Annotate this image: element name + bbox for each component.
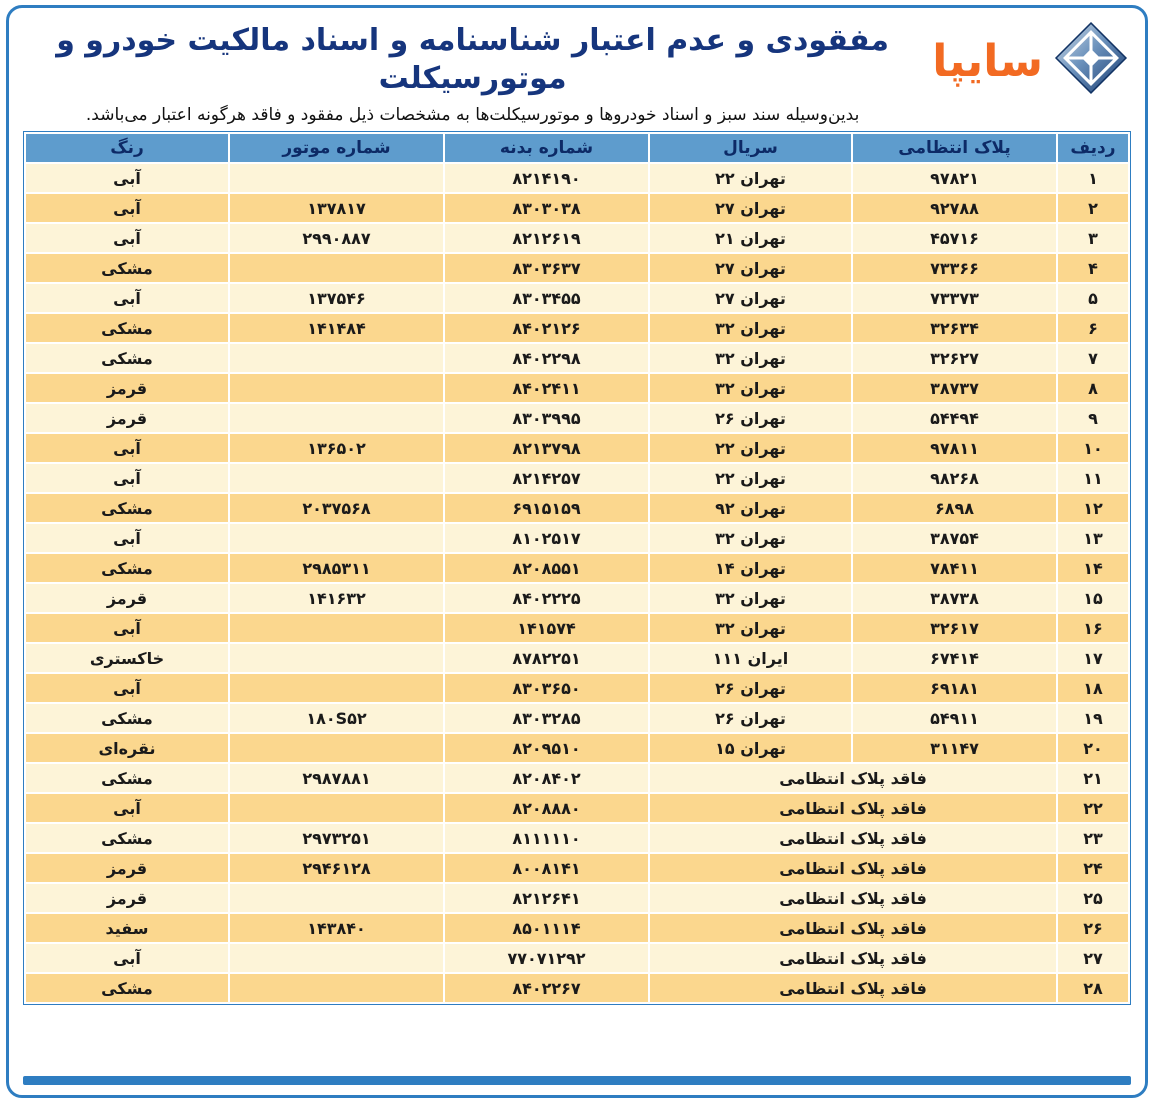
cell-row-number: ۸ xyxy=(1057,373,1129,403)
column-header-body-number: شماره بدنه xyxy=(444,133,649,163)
table-row xyxy=(25,223,1129,253)
cell-body-number: ۸۳۰۳۶۳۷ xyxy=(444,253,649,283)
cell-color: خاکستری xyxy=(25,643,229,673)
cell-body-number: ۱۴۱۵۷۴ xyxy=(444,613,649,643)
cell-plate: ۳۸۷۵۴ xyxy=(852,523,1057,553)
cell-body-number: ۸۲۱۲۶۴۱ xyxy=(444,883,649,913)
cell-engine-number: ۲۹۷۳۲۵۱ xyxy=(229,823,444,853)
cell-row-number: ۶ xyxy=(1057,313,1129,343)
cell-color: قرمز xyxy=(25,853,229,883)
cell-color: قرمز xyxy=(25,403,229,433)
cell-engine-number: ۲۹۹۰۸۸۷ xyxy=(229,223,444,253)
cell-color: سفید xyxy=(25,913,229,943)
cell-engine-number xyxy=(229,403,444,433)
cell-row-number: ۱۸ xyxy=(1057,673,1129,703)
table-row xyxy=(25,613,1129,643)
cell-row-number: ۲۶ xyxy=(1057,913,1129,943)
cell-body-number: ۸۲۰۹۵۱۰ xyxy=(444,733,649,763)
cell-body-number: ۷۷۰۷۱۲۹۲ xyxy=(444,943,649,973)
cell-color: نقره‌ای xyxy=(25,733,229,763)
cell-body-number: ۸۳۰۳۲۸۵ xyxy=(444,703,649,733)
cell-serial: تهران ۳۲ xyxy=(649,523,852,553)
vehicles-table xyxy=(24,132,1130,1004)
cell-body-number: ۸۲۱۲۶۱۹ xyxy=(444,223,649,253)
cell-engine-number: ۱۳۷۸۱۷ xyxy=(229,193,444,223)
column-header-engine-number: شماره موتور xyxy=(229,133,444,163)
table-row xyxy=(25,253,1129,283)
cell-color: آبی xyxy=(25,523,229,553)
cell-engine-number: ۱۳۷۵۴۶ xyxy=(229,283,444,313)
cell-no-plate: فاقد پلاک انتظامی xyxy=(649,883,1057,913)
cell-no-plate: فاقد پلاک انتظامی xyxy=(649,793,1057,823)
cell-body-number: ۸۳۰۳۴۵۵ xyxy=(444,283,649,313)
cell-plate: ۳۸۷۳۷ xyxy=(852,373,1057,403)
cell-body-number: ۸۵۰۱۱۱۴ xyxy=(444,913,649,943)
cell-engine-number xyxy=(229,343,444,373)
column-header-color: رنگ xyxy=(25,133,229,163)
table-row xyxy=(25,973,1129,1003)
cell-color: مشکی xyxy=(25,823,229,853)
cell-engine-number xyxy=(229,673,444,703)
cell-body-number: ۶۹۱۵۱۵۹ xyxy=(444,493,649,523)
cell-color: قرمز xyxy=(25,883,229,913)
cell-color: آبی xyxy=(25,463,229,493)
cell-row-number: ۲۰ xyxy=(1057,733,1129,763)
cell-no-plate: فاقد پلاک انتظامی xyxy=(649,973,1057,1003)
cell-row-number: ۲۷ xyxy=(1057,943,1129,973)
cell-color: قرمز xyxy=(25,373,229,403)
cell-engine-number xyxy=(229,523,444,553)
cell-color: مشکی xyxy=(25,343,229,373)
cell-serial: تهران ۹۲ xyxy=(649,493,852,523)
cell-serial: تهران ۲۷ xyxy=(649,283,852,313)
cell-row-number: ۲۵ xyxy=(1057,883,1129,913)
cell-serial: ایران ۱۱۱ xyxy=(649,643,852,673)
cell-engine-number xyxy=(229,943,444,973)
table-row xyxy=(25,463,1129,493)
cell-body-number: ۸۲۰۸۸۸۰ xyxy=(444,793,649,823)
cell-plate: ۵۴۹۱۱ xyxy=(852,703,1057,733)
saipa-logo-text: سایپا xyxy=(932,36,1043,87)
cell-engine-number: ۱۴۱۴۸۴ xyxy=(229,313,444,343)
cell-row-number: ۲۸ xyxy=(1057,973,1129,1003)
cell-row-number: ۱۷ xyxy=(1057,643,1129,673)
table-row xyxy=(25,283,1129,313)
cell-row-number: ۴ xyxy=(1057,253,1129,283)
cell-color: قرمز xyxy=(25,583,229,613)
cell-no-plate: فاقد پلاک انتظامی xyxy=(649,823,1057,853)
cell-color: آبی xyxy=(25,193,229,223)
table-row xyxy=(25,433,1129,463)
cell-body-number: ۸۲۱۴۲۵۷ xyxy=(444,463,649,493)
cell-color: آبی xyxy=(25,613,229,643)
cell-serial: تهران ۳۲ xyxy=(649,613,852,643)
cell-serial: تهران ۲۷ xyxy=(649,253,852,283)
cell-engine-number: ۱۴۳۸۴۰ xyxy=(229,913,444,943)
titles-block xyxy=(25,18,920,125)
cell-plate: ۹۸۲۶۸ xyxy=(852,463,1057,493)
saipa-logo xyxy=(932,18,1129,96)
cell-row-number: ۲۴ xyxy=(1057,853,1129,883)
table-row xyxy=(25,583,1129,613)
cell-row-number: ۵ xyxy=(1057,283,1129,313)
cell-plate: ۶۷۴۱۴ xyxy=(852,643,1057,673)
cell-body-number: ۸۲۰۸۴۰۲ xyxy=(444,763,649,793)
cell-row-number: ۱۶ xyxy=(1057,613,1129,643)
table-row xyxy=(25,943,1129,973)
page-subtitle: بدین‌وسیله سند سبز و اسناد خودروها و موتورسیکلت‌ها به مشخصات ذیل مفقود و فاقد هرگونه اعتبار می‌باشد. xyxy=(85,105,860,125)
table-row xyxy=(25,883,1129,913)
cell-color: مشکی xyxy=(25,763,229,793)
table-row xyxy=(25,853,1129,883)
cell-serial: تهران ۱۵ xyxy=(649,733,852,763)
document-frame xyxy=(6,5,1148,1098)
cell-body-number: ۸۳۰۳۰۳۸ xyxy=(444,193,649,223)
cell-plate: ۶۹۱۸۱ xyxy=(852,673,1057,703)
cell-engine-number: ۱۴۱۶۳۲ xyxy=(229,583,444,613)
column-header-row-number: ردیف xyxy=(1057,133,1129,163)
cell-engine-number xyxy=(229,883,444,913)
cell-body-number: ۸۷۸۲۲۵۱ xyxy=(444,643,649,673)
cell-plate: ۳۲۶۱۷ xyxy=(852,613,1057,643)
cell-row-number: ۱ xyxy=(1057,163,1129,193)
table-body xyxy=(25,163,1129,1003)
cell-plate: ۳۸۷۳۸ xyxy=(852,583,1057,613)
cell-plate: ۷۳۳۷۳ xyxy=(852,283,1057,313)
cell-row-number: ۱۱ xyxy=(1057,463,1129,493)
table-row xyxy=(25,523,1129,553)
column-header-plate: پلاک انتظامی xyxy=(852,133,1057,163)
cell-body-number: ۸۲۱۳۷۹۸ xyxy=(444,433,649,463)
cell-engine-number xyxy=(229,733,444,763)
cell-engine-number xyxy=(229,163,444,193)
cell-engine-number xyxy=(229,643,444,673)
cell-serial: تهران ۲۲ xyxy=(649,163,852,193)
cell-color: مشکی xyxy=(25,973,229,1003)
cell-body-number: ۸۰۰۸۱۴۱ xyxy=(444,853,649,883)
cell-color: مشکی xyxy=(25,313,229,343)
cell-no-plate: فاقد پلاک انتظامی xyxy=(649,943,1057,973)
cell-serial: تهران ۳۲ xyxy=(649,583,852,613)
cell-body-number: ۸۴۰۲۲۶۷ xyxy=(444,973,649,1003)
cell-engine-number: ۲۹۴۶۱۲۸ xyxy=(229,853,444,883)
cell-body-number: ۸۲۱۴۱۹۰ xyxy=(444,163,649,193)
cell-engine-number: ۱۳۶۵۰۲ xyxy=(229,433,444,463)
cell-color: مشکی xyxy=(25,253,229,283)
cell-engine-number: ۲۹۸۵۳۱۱ xyxy=(229,553,444,583)
cell-color: آبی xyxy=(25,163,229,193)
cell-color: مشکی xyxy=(25,703,229,733)
cell-row-number: ۱۴ xyxy=(1057,553,1129,583)
bottom-border-bar xyxy=(23,1076,1131,1085)
cell-row-number: ۲ xyxy=(1057,193,1129,223)
cell-row-number: ۱۲ xyxy=(1057,493,1129,523)
cell-no-plate: فاقد پلاک انتظامی xyxy=(649,763,1057,793)
cell-plate: ۹۲۷۸۸ xyxy=(852,193,1057,223)
cell-serial: تهران ۲۱ xyxy=(649,223,852,253)
cell-color: مشکی xyxy=(25,553,229,583)
cell-serial: تهران ۲۶ xyxy=(649,673,852,703)
cell-body-number: ۸۱۱۱۱۱۰ xyxy=(444,823,649,853)
saipa-diamond-icon xyxy=(1053,20,1129,96)
cell-plate: ۳۲۶۳۴ xyxy=(852,313,1057,343)
cell-body-number: ۸۱۰۲۵۱۷ xyxy=(444,523,649,553)
table-row xyxy=(25,553,1129,583)
table-row xyxy=(25,493,1129,523)
cell-row-number: ۱۳ xyxy=(1057,523,1129,553)
cell-row-number: ۱۰ xyxy=(1057,433,1129,463)
cell-body-number: ۸۴۰۲۲۹۸ xyxy=(444,343,649,373)
cell-row-number: ۹ xyxy=(1057,403,1129,433)
table-row xyxy=(25,823,1129,853)
cell-serial: تهران ۳۲ xyxy=(649,343,852,373)
cell-serial: تهران ۲۲ xyxy=(649,463,852,493)
table-row xyxy=(25,763,1129,793)
cell-engine-number xyxy=(229,973,444,1003)
table-row xyxy=(25,343,1129,373)
vehicles-table-wrapper xyxy=(23,131,1131,1005)
cell-no-plate: فاقد پلاک انتظامی xyxy=(649,913,1057,943)
table-row xyxy=(25,193,1129,223)
table-row xyxy=(25,313,1129,343)
table-header-row xyxy=(25,133,1129,163)
cell-color: آبی xyxy=(25,433,229,463)
table-row xyxy=(25,703,1129,733)
cell-engine-number xyxy=(229,463,444,493)
cell-plate: ۴۵۷۱۶ xyxy=(852,223,1057,253)
cell-color: آبی xyxy=(25,943,229,973)
cell-body-number: ۸۳۰۳۹۹۵ xyxy=(444,403,649,433)
cell-plate: ۷۸۴۱۱ xyxy=(852,553,1057,583)
cell-engine-number xyxy=(229,793,444,823)
cell-plate: ۵۴۴۹۴ xyxy=(852,403,1057,433)
cell-engine-number: ۱۸۰S۵۲ xyxy=(229,703,444,733)
cell-color: مشکی xyxy=(25,493,229,523)
cell-color: آبی xyxy=(25,223,229,253)
table-row xyxy=(25,793,1129,823)
cell-body-number: ۸۴۰۲۴۱۱ xyxy=(444,373,649,403)
cell-serial: تهران ۳۲ xyxy=(649,313,852,343)
page-title: مفقودی و عدم اعتبار شناسنامه و اسناد مالکیت خودرو و موتورسیکلت xyxy=(56,23,889,96)
cell-body-number: ۸۳۰۳۶۵۰ xyxy=(444,673,649,703)
cell-serial: تهران ۲۲ xyxy=(649,433,852,463)
table-row xyxy=(25,643,1129,673)
cell-plate: ۷۳۳۶۶ xyxy=(852,253,1057,283)
cell-engine-number: ۲۰۳۷۵۶۸ xyxy=(229,493,444,523)
cell-engine-number: ۲۹۸۷۸۸۱ xyxy=(229,763,444,793)
cell-row-number: ۲۲ xyxy=(1057,793,1129,823)
cell-color: آبی xyxy=(25,673,229,703)
cell-body-number: ۸۴۰۲۱۲۶ xyxy=(444,313,649,343)
cell-row-number: ۱۵ xyxy=(1057,583,1129,613)
cell-plate: ۹۷۸۱۱ xyxy=(852,433,1057,463)
cell-row-number: ۲۱ xyxy=(1057,763,1129,793)
cell-body-number: ۸۴۰۲۲۲۵ xyxy=(444,583,649,613)
column-header-serial: سریال xyxy=(649,133,852,163)
cell-engine-number xyxy=(229,253,444,283)
cell-plate: ۳۱۱۴۷ xyxy=(852,733,1057,763)
cell-row-number: ۷ xyxy=(1057,343,1129,373)
cell-serial: تهران ۲۶ xyxy=(649,403,852,433)
table-row xyxy=(25,913,1129,943)
cell-plate: ۶۸۹۸ xyxy=(852,493,1057,523)
cell-serial: تهران ۱۴ xyxy=(649,553,852,583)
cell-no-plate: فاقد پلاک انتظامی xyxy=(649,853,1057,883)
table-row xyxy=(25,403,1129,433)
cell-serial: تهران ۲۶ xyxy=(649,703,852,733)
cell-row-number: ۱۹ xyxy=(1057,703,1129,733)
cell-plate: ۳۲۶۲۷ xyxy=(852,343,1057,373)
cell-engine-number xyxy=(229,373,444,403)
cell-engine-number xyxy=(229,613,444,643)
cell-color: آبی xyxy=(25,793,229,823)
cell-color: آبی xyxy=(25,283,229,313)
cell-row-number: ۲۳ xyxy=(1057,823,1129,853)
table-row xyxy=(25,373,1129,403)
table-row xyxy=(25,163,1129,193)
cell-body-number: ۸۲۰۸۵۵۱ xyxy=(444,553,649,583)
cell-plate: ۹۷۸۲۱ xyxy=(852,163,1057,193)
table-row xyxy=(25,733,1129,763)
document-header xyxy=(23,16,1131,131)
cell-serial: تهران ۳۲ xyxy=(649,373,852,403)
cell-row-number: ۳ xyxy=(1057,223,1129,253)
cell-serial: تهران ۲۷ xyxy=(649,193,852,223)
table-row xyxy=(25,673,1129,703)
